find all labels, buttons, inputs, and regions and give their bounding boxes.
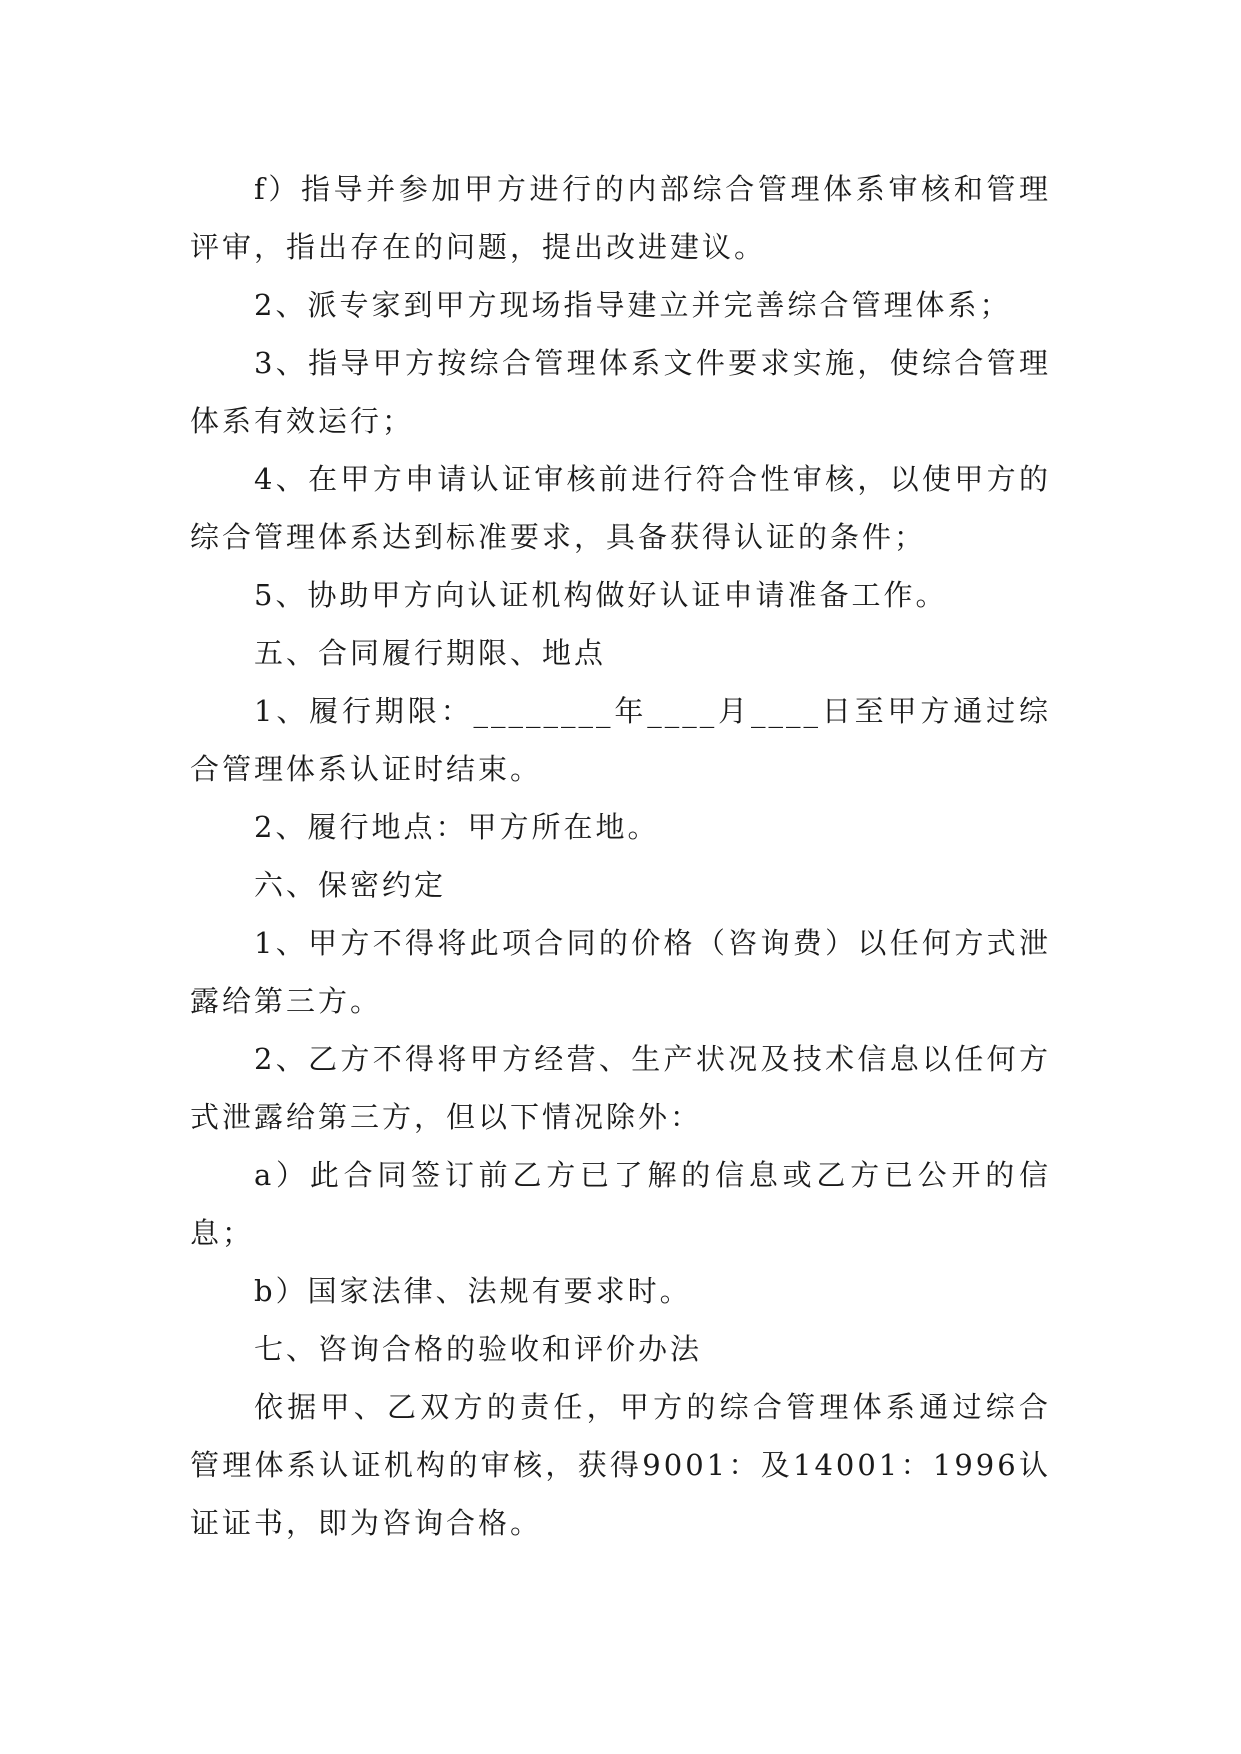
paragraph-term: 1、履行期限：________年____月____日至甲方通过综合管理体系认证时结束。 [190,694,1051,786]
section-heading-5: 五、合同履行期限、地点 [254,636,607,670]
paragraph-confidential-party-b: 2、乙方不得将甲方经营、生产状况及技术信息以任何方式泄露给第三方，但以下情况除外： [190,1042,1051,1134]
paragraph-exception-b: b）国家法律、法规有要求时。 [254,1274,692,1308]
paragraph-acceptance: 依据甲、乙双方的责任，甲方的综合管理体系通过综合管理体系认证机构的审核，获得9001：及14001：1996认证证书，即为咨询合格。 [190,1390,1051,1540]
paragraph-item-f: f）指导并参加甲方进行的内部综合管理体系审核和管理评审，指出存在的问题，提出改进建议。 [190,172,1051,264]
paragraph-exception-a: a）此合同签订前乙方已了解的信息或乙方已公开的信息； [190,1158,1051,1250]
paragraph-location: 2、履行地点：甲方所在地。 [254,810,660,844]
paragraph-confidential-party-a: 1、甲方不得将此项合同的价格（咨询费）以任何方式泄露给第三方。 [190,926,1051,1018]
paragraph-item-3-implementation: 3、指导甲方按综合管理体系文件要求实施，使综合管理体系有效运行； [190,346,1051,438]
section-heading-7: 七、咨询合格的验收和评价办法 [254,1332,703,1366]
section-heading-6: 六、保密约定 [254,868,447,902]
paragraph-item-4-conformity-audit: 4、在甲方申请认证审核前进行符合性审核，以使甲方的综合管理体系达到标准要求，具备获得认证的条件； [190,462,1051,554]
paragraph-item-5-certification-prep: 5、协助甲方向认证机构做好认证申请准备工作。 [254,578,948,612]
document-body [190,160,1051,1552]
paragraph-item-2-expert-guidance: 2、派专家到甲方现场指导建立并完善综合管理体系； [254,288,1012,322]
